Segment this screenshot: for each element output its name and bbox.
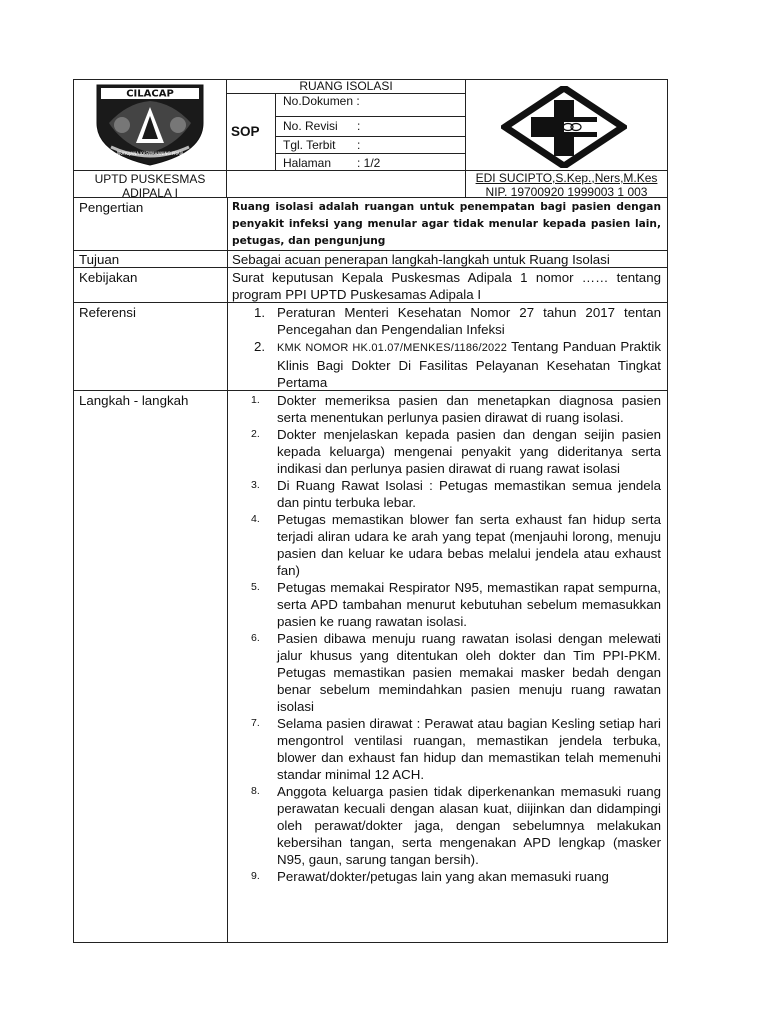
document-title: RUANG ISOLASI xyxy=(299,79,393,93)
langkah-text: Petugas memakai Respirator N95, memastikan rapat sempurna, serta APD tambahan menurut kebutuhan sebelum memasukkan pasien ke ruang rawatan isolasi. xyxy=(277,580,661,629)
langkah-item xyxy=(232,579,661,630)
revision-label: No. Revisi xyxy=(283,119,338,133)
doc-number-label: No.Dokumen : xyxy=(283,94,360,108)
kebijakan-text: Surat keputusan Kepala Puskesmas Adipala 1 nomor …… tentang program PPI UPTD Puskesamas Adipala I xyxy=(232,270,661,302)
langkah-number: 8. xyxy=(251,785,260,797)
org-name-line2: ADIPALA I xyxy=(122,186,178,200)
puskesmas-logo xyxy=(501,86,627,168)
issue-date-value: : xyxy=(357,138,361,152)
langkah-item xyxy=(232,630,661,715)
langkah-number: 3. xyxy=(251,479,260,491)
langkah-number: 7. xyxy=(251,717,260,729)
page-label: Halaman xyxy=(283,156,332,170)
langkah-number: 5. xyxy=(251,581,260,593)
langkah-text: Dokter menjelaskan kepada pasien dan dengan seijin pasien kepada keluarga) mengenai penyakit yang dideritanya serta indikasi dan perlunya pasien dirawat di ruang rawat isolasi xyxy=(277,427,661,476)
langkah-number: 6. xyxy=(251,632,260,644)
langkah-text: Petugas memastikan blower fan serta exhaust fan hidup serta terjadi aliran udara ke arah yang tepat (menjauhi lorong, menuju pasien dan keluar ke udara bebas melalui jendela atau exhaust fan) xyxy=(277,512,661,578)
langkah-item xyxy=(232,477,661,511)
row-langkah xyxy=(74,390,667,943)
sop-content-table xyxy=(73,197,668,943)
langkah-text: Dokter memeriksa pasien dan menetapkan diagnosa pasien serta menentukan perlunya pasien dirawat di ruang isolasi. xyxy=(277,393,661,425)
langkah-text: Selama pasien dirawat : Perawat atau bagian Kesling setiap hari mengontrol ventilasi ruangan, memastikan jendela terbuka, blower dan exhaust fan hidup dan memastikan telah memenuhi standar minimal 12 ACH. xyxy=(277,716,661,782)
label-tujuan: Tujuan xyxy=(79,252,120,267)
referensi-text: Tentang Panduan Praktik Klinis Bagi Dokter Di Fasilitas Pelayanan Kesehatan Tingkat Pertama xyxy=(277,339,661,390)
label-referensi: Referensi xyxy=(79,305,136,320)
langkah-number: 4. xyxy=(251,513,260,525)
cilacap-logo xyxy=(87,83,213,167)
langkah-item xyxy=(232,392,661,426)
revision-field xyxy=(283,119,463,133)
logo-text: CILACAP xyxy=(126,88,174,100)
row-tujuan xyxy=(74,250,667,267)
org-name-line1: UPTD PUSKESMAS xyxy=(94,172,206,186)
sop-label: SOP xyxy=(231,124,260,139)
referensi-item xyxy=(232,304,661,338)
referensi-code: KMK NOMOR HK.01.07/MENKES/1186/2022 xyxy=(277,342,508,354)
logo-motto: PRAYOJANA KASWAHANING PRAJA xyxy=(116,151,184,156)
langkah-number: 9. xyxy=(251,870,260,882)
referensi-text: Peraturan Menteri Kesehatan Nomor 27 tahun 2017 tentan Pencegahan dan Pengendalian Infeksi xyxy=(277,305,661,337)
label-langkah: Langkah - langkah xyxy=(79,393,189,408)
page-value: : 1/2 xyxy=(357,156,381,170)
row-pengertian xyxy=(74,198,667,250)
label-kebijakan: Kebijakan xyxy=(79,270,138,285)
revision-value: : xyxy=(357,119,361,133)
page-field xyxy=(283,156,463,170)
doc-number-field xyxy=(283,94,360,108)
langkah-number: 1. xyxy=(251,394,260,406)
label-pengertian: Pengertian xyxy=(79,200,144,215)
signer-name: EDI SUCIPTO,S.Kep.,Ners,M.Kes xyxy=(475,171,658,185)
pengertian-text: Ruang isolasi adalah ruangan untuk penempatan bagi pasien dengan penyakit infeksi yang menular agar tidak menular kepada pasien lain, petugas, dan pengunjung xyxy=(232,201,661,247)
langkah-text: Perawat/dokter/petugas lain yang akan memasuki ruang xyxy=(277,869,609,884)
langkah-item xyxy=(232,426,661,477)
langkah-number: 2. xyxy=(251,428,260,440)
issue-date-field xyxy=(283,138,463,152)
langkah-item xyxy=(232,715,661,783)
langkah-text: Di Ruang Rawat Isolasi : Petugas memastikan semua jendela dan pintu terbuka lebar. xyxy=(277,478,661,510)
referensi-number: 1. xyxy=(254,305,266,320)
issue-date-label: Tgl. Terbit xyxy=(283,138,336,152)
referensi-item xyxy=(232,338,661,391)
row-referensi xyxy=(74,302,667,390)
document-header xyxy=(73,79,668,200)
langkah-text: Pasien dibawa menuju ruang rawatan isolasi dengan melewati jalur khusus yang ditentukan oleh dokter dan Tim PPI-PKM. Petugas memastikan pasien memakai masker bedah dengan benar sebelum memindahkan pasien menuju ruang rawatan isolasi xyxy=(277,631,661,714)
row-kebijakan xyxy=(74,267,667,302)
tujuan-text: Sebagai acuan penerapan langkah-langkah untuk Ruang Isolasi xyxy=(232,252,610,267)
referensi-number: 2. xyxy=(254,339,266,354)
langkah-item xyxy=(232,783,661,868)
signer-nip: NIP. 19700920 1999003 1 003 xyxy=(485,185,648,199)
langkah-text: Anggota keluarga pasien tidak diperkenankan memasuki ruang perawatan kecuali dengan alasan kuat, diijinkan dan didampingi oleh perawat/dokter jaga, dengan sebelumnya melakukan kebersihan tangan, serta mengenakan APD lengkap (masker N95, gaun, sarung tangan bersih). xyxy=(277,784,661,867)
langkah-item xyxy=(232,868,661,885)
langkah-item xyxy=(232,511,661,579)
